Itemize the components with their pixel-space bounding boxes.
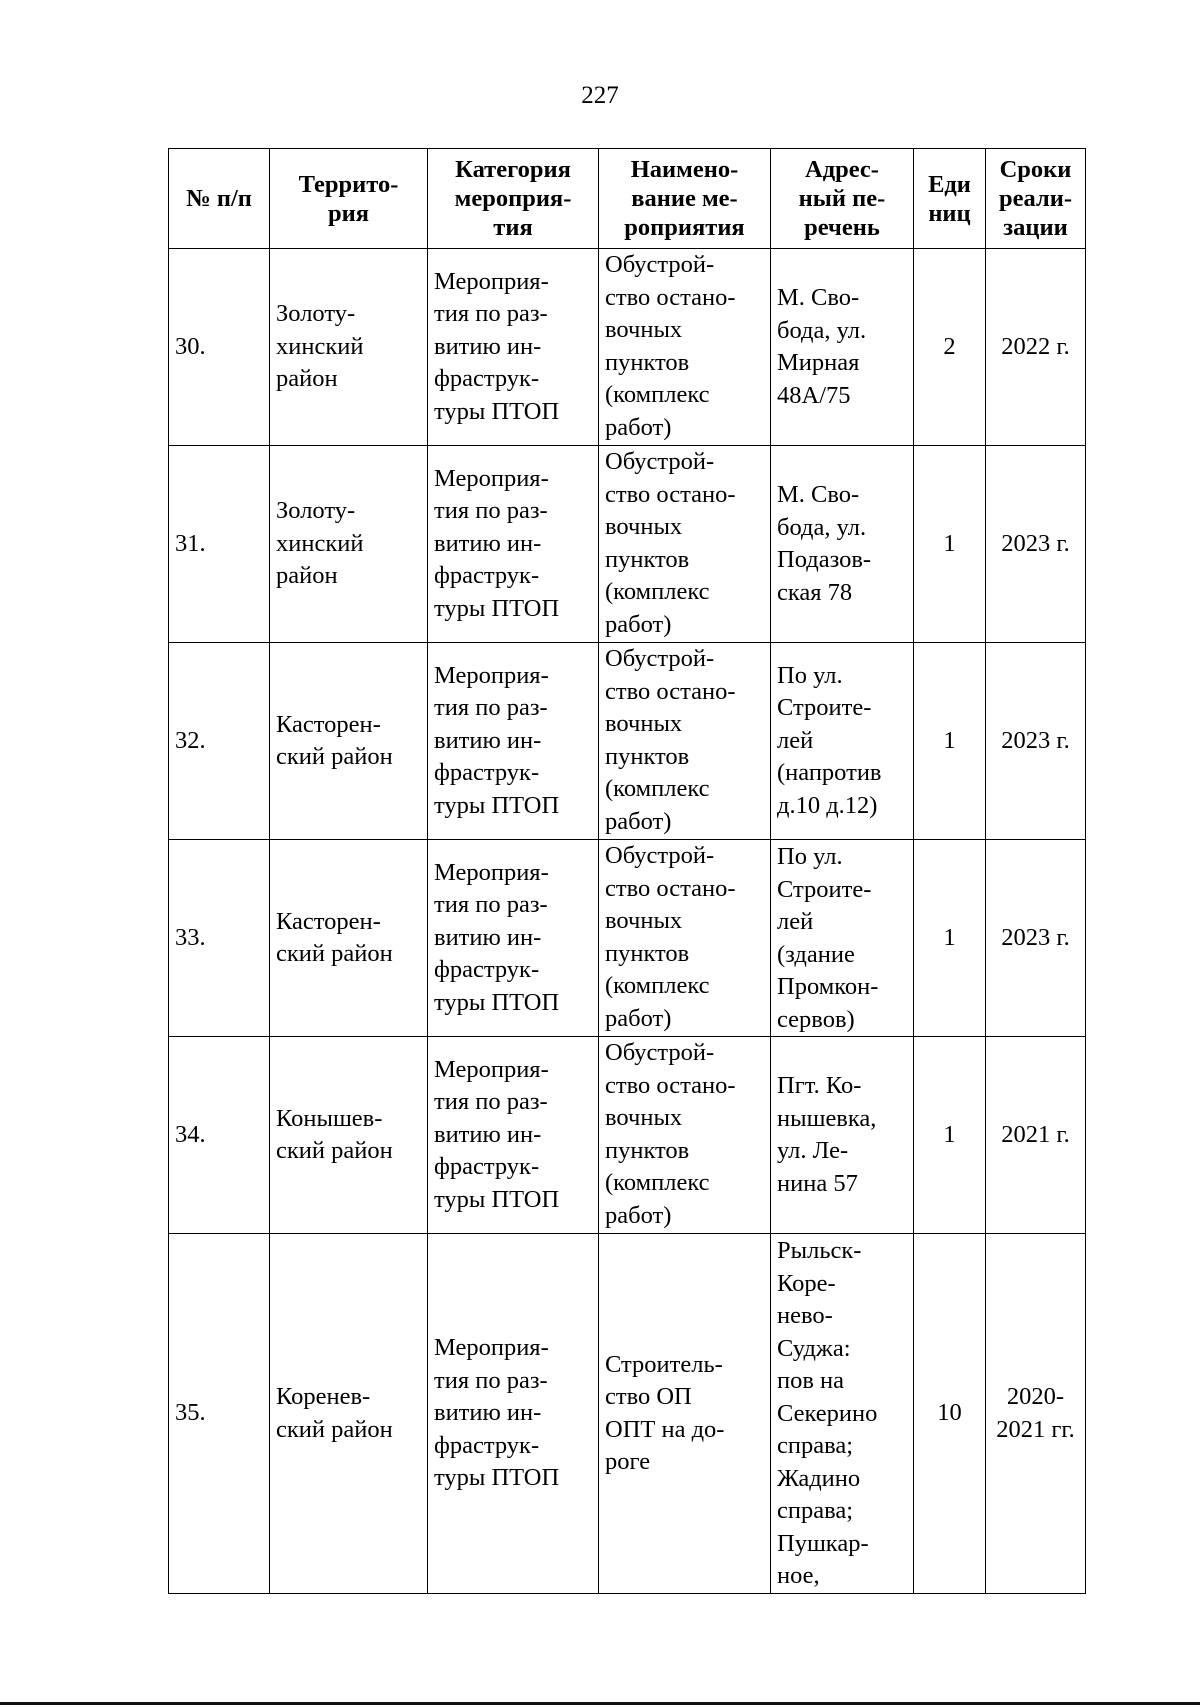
- category-cell-line: туры ПТОП: [434, 594, 560, 622]
- term-cell-line: 2023 г.: [1001, 726, 1070, 754]
- measure-name-cell-line: Обустрой-: [605, 1039, 715, 1066]
- measure-name-cell-line: Обустрой-: [605, 251, 715, 278]
- category-cell-line: туры ПТОП: [434, 1464, 560, 1492]
- address-cell-line: Пушкар-: [777, 1529, 869, 1557]
- measure-name-cell-line: Обустрой-: [605, 645, 715, 672]
- category-cell-line: фраструк-: [434, 956, 540, 984]
- measure-name-cell: [599, 1037, 771, 1234]
- term-cell: [986, 643, 1086, 840]
- address-cell: [771, 1037, 914, 1234]
- term-cell-line: 2021 г.: [1001, 1120, 1070, 1148]
- address-cell-line: Коре-: [777, 1269, 836, 1297]
- category-cell: [428, 840, 599, 1037]
- term-cell: [986, 1234, 1086, 1594]
- units-cell: 1: [914, 643, 986, 840]
- units-cell: 10: [914, 1234, 986, 1594]
- territory-cell-line: ский район: [276, 743, 393, 770]
- category-cell-line: витию ин-: [434, 529, 542, 557]
- address-cell-line: Пгт. Ко-: [777, 1072, 862, 1099]
- address-cell-line: М. Сво-: [777, 481, 860, 508]
- table-header-row: [169, 149, 1086, 249]
- term-cell: [986, 1037, 1086, 1234]
- table-row: [169, 1234, 1086, 1594]
- territory-cell-line: хинский: [276, 332, 364, 360]
- territory-cell-line: хинский: [276, 529, 364, 557]
- address-cell-line: Секерино: [777, 1399, 878, 1427]
- term-cell-line: 2023 г.: [1001, 923, 1070, 951]
- address-cell-line: Строите-: [777, 875, 872, 903]
- address-cell: [771, 1234, 914, 1594]
- measure-name-cell-line: пунктов: [605, 348, 690, 376]
- measure-name-cell-line: Строитель-: [605, 1350, 723, 1378]
- territory-cell-line: Конышев-: [276, 1104, 383, 1132]
- territory-cell-line: Касторен-: [276, 907, 381, 935]
- address-cell-line: ская 78: [777, 578, 853, 606]
- territory-cell: [270, 249, 428, 446]
- territory-cell: [270, 446, 428, 643]
- measure-name-cell-line: (комплекс: [605, 578, 710, 605]
- category-cell-line: тия по раз-: [434, 1366, 548, 1394]
- measure-name-cell-line: (комплекс: [605, 775, 710, 802]
- measure-name-cell-line: (комплекс: [605, 1169, 710, 1196]
- term-cell-line: 2023 г.: [1001, 529, 1070, 557]
- table-row: [169, 643, 1086, 840]
- territory-cell: [270, 643, 428, 840]
- header-units: Еди ниц: [914, 149, 986, 249]
- territory-cell-line: Коренев-: [276, 1383, 371, 1410]
- measure-name-cell-line: работ): [605, 610, 672, 638]
- address-cell-line: (здание: [777, 940, 855, 968]
- address-cell-line: Суджа:: [777, 1334, 851, 1362]
- measure-name-cell-line: вочных: [605, 710, 683, 737]
- address-cell-line: ул. Ле-: [777, 1137, 849, 1164]
- measure-name-cell-line: ство остано-: [605, 677, 736, 705]
- units-cell: 1: [914, 1037, 986, 1234]
- row-number: 30.: [169, 249, 270, 446]
- address-cell-line: бода, ул.: [777, 513, 867, 541]
- territory-cell: [270, 840, 428, 1037]
- row-number: 35.: [169, 1234, 270, 1594]
- measure-name-cell-line: (комплекс: [605, 381, 710, 408]
- measure-name-cell-line: вочных: [605, 513, 683, 540]
- measure-name-cell-line: Обустрой-: [605, 448, 715, 475]
- measure-name-cell: [599, 643, 771, 840]
- address-cell-line: нина 57: [777, 1169, 858, 1197]
- measure-name-cell: [599, 446, 771, 643]
- category-cell-line: тия по раз-: [434, 1088, 548, 1116]
- measure-name-cell-line: роге: [605, 1448, 651, 1475]
- address-cell-line: Строите-: [777, 694, 872, 722]
- header-term: Сроки реали- зации: [986, 149, 1086, 249]
- units-cell: 1: [914, 840, 986, 1037]
- category-cell: [428, 446, 599, 643]
- measure-name-cell-line: пунктов: [605, 742, 690, 770]
- category-cell-line: Мероприя-: [434, 858, 549, 886]
- measure-name-cell-line: пунктов: [605, 939, 690, 967]
- address-cell-line: Рыльск-: [777, 1237, 862, 1264]
- measure-name-cell: [599, 1234, 771, 1594]
- header-category: Категория мероприя- тия: [428, 149, 599, 249]
- measure-name-cell-line: ство остано-: [605, 1071, 736, 1099]
- address-cell-line: 48А/75: [777, 381, 851, 409]
- measure-name-cell-line: пунктов: [605, 1136, 690, 1164]
- measure-name-cell: [599, 249, 771, 446]
- address-cell-line: ное,: [777, 1562, 820, 1589]
- category-cell-line: тия по раз-: [434, 497, 548, 525]
- address-cell: [771, 840, 914, 1037]
- territory-cell-line: ский район: [276, 1415, 393, 1443]
- category-cell-line: Мероприя-: [434, 464, 549, 492]
- territory-cell-line: ский район: [276, 1137, 393, 1164]
- territory-cell-line: район: [276, 562, 338, 590]
- table-row: [169, 249, 1086, 446]
- category-cell-line: тия по раз-: [434, 891, 548, 919]
- page-number: 227: [581, 82, 619, 109]
- row-number: 31.: [169, 446, 270, 643]
- term-cell: [986, 249, 1086, 446]
- category-cell-line: тия по раз-: [434, 694, 548, 722]
- territory-cell-line: ский район: [276, 940, 393, 967]
- category-cell-line: тия по раз-: [434, 300, 548, 328]
- territory-cell-line: Золоту-: [276, 497, 356, 525]
- header-address: Адрес- ный пе- речень: [771, 149, 914, 249]
- measure-name-cell-line: работ): [605, 1201, 672, 1229]
- measure-name-cell: [599, 840, 771, 1037]
- measure-name-cell-line: работ): [605, 413, 672, 441]
- address-cell-line: По ул.: [777, 843, 843, 870]
- address-cell-line: М. Сво-: [777, 284, 860, 311]
- row-number: 33.: [169, 840, 270, 1037]
- measures-table: [168, 148, 1086, 1594]
- table-row: [169, 1037, 1086, 1234]
- address-cell-line: Промкон-: [777, 973, 879, 1000]
- address-cell-line: Жадино: [777, 1464, 861, 1492]
- address-cell-line: (напротив: [777, 759, 882, 787]
- address-cell-line: нево-: [777, 1302, 833, 1329]
- address-cell: [771, 249, 914, 446]
- header-name: Наимено- вание ме- роприятия: [599, 149, 771, 249]
- table-row: [169, 446, 1086, 643]
- category-cell-line: Мероприя-: [434, 661, 549, 689]
- row-number: 34.: [169, 1037, 270, 1234]
- territory-cell-line: район: [276, 365, 338, 393]
- territory-cell: [270, 1037, 428, 1234]
- address-cell: [771, 446, 914, 643]
- category-cell-line: витию ин-: [434, 1120, 542, 1148]
- category-cell-line: Мероприя-: [434, 1334, 549, 1362]
- category-cell: [428, 643, 599, 840]
- address-cell-line: Мирная: [777, 349, 860, 376]
- territory-cell-line: Касторен-: [276, 710, 381, 738]
- category-cell-line: туры ПТОП: [434, 988, 560, 1016]
- term-cell-line: 2020-: [1006, 1383, 1065, 1410]
- address-cell-line: нышевка,: [777, 1104, 877, 1132]
- units-cell: 2: [914, 249, 986, 446]
- measure-name-cell-line: вочных: [605, 1104, 683, 1131]
- address-cell-line: Подазов-: [777, 546, 872, 573]
- address-cell-line: справа;: [777, 1497, 854, 1524]
- term-cell-line: 2021 гг.: [996, 1415, 1075, 1443]
- address-cell-line: лей: [777, 908, 814, 935]
- units-cell: 1: [914, 446, 986, 643]
- category-cell-line: витию ин-: [434, 332, 542, 360]
- address-cell-line: сервов): [777, 1005, 855, 1033]
- category-cell-line: витию ин-: [434, 726, 542, 754]
- measure-name-cell-line: работ): [605, 807, 672, 835]
- header-number: № п/п: [169, 149, 270, 249]
- term-cell: [986, 446, 1086, 643]
- category-cell-line: фраструк-: [434, 365, 540, 393]
- address-cell-line: лей: [777, 726, 814, 754]
- address-cell: [771, 643, 914, 840]
- address-cell-line: бода, ул.: [777, 316, 867, 344]
- address-cell-line: д.10 д.12): [777, 791, 878, 819]
- category-cell: [428, 1037, 599, 1234]
- category-cell-line: туры ПТОП: [434, 397, 560, 425]
- category-cell: [428, 1234, 599, 1594]
- category-cell-line: Мероприя-: [434, 267, 549, 295]
- category-cell-line: туры ПТОП: [434, 1185, 560, 1213]
- measure-name-cell-line: ство ОП: [605, 1383, 692, 1410]
- term-cell-line: 2022 г.: [1001, 332, 1070, 360]
- measure-name-cell-line: ство остано-: [605, 874, 736, 902]
- category-cell-line: витию ин-: [434, 1399, 542, 1427]
- term-cell: [986, 840, 1086, 1037]
- measure-name-cell-line: (комплекс: [605, 972, 710, 999]
- territory-cell-line: Золоту-: [276, 300, 356, 328]
- category-cell: [428, 249, 599, 446]
- category-cell-line: Мероприя-: [434, 1055, 549, 1083]
- category-cell-line: фраструк-: [434, 1431, 540, 1459]
- measure-name-cell-line: работ): [605, 1004, 672, 1032]
- bottom-rule: [0, 1702, 1200, 1705]
- address-cell-line: справа;: [777, 1432, 854, 1459]
- measure-name-cell-line: ство остано-: [605, 480, 736, 508]
- address-cell-line: пов на: [777, 1367, 845, 1394]
- category-cell-line: фраструк-: [434, 759, 540, 787]
- measure-name-cell-line: пунктов: [605, 545, 690, 573]
- header-territory: Террито- рия: [270, 149, 428, 249]
- measure-name-cell-line: ство остано-: [605, 283, 736, 311]
- table-row: [169, 840, 1086, 1037]
- category-cell-line: фраструк-: [434, 562, 540, 590]
- category-cell-line: фраструк-: [434, 1153, 540, 1181]
- measure-name-cell-line: ОПТ на до-: [605, 1415, 725, 1443]
- category-cell-line: витию ин-: [434, 923, 542, 951]
- measure-name-cell-line: вочных: [605, 316, 683, 343]
- address-cell-line: По ул.: [777, 661, 843, 689]
- measure-name-cell-line: вочных: [605, 907, 683, 934]
- category-cell-line: туры ПТОП: [434, 791, 560, 819]
- measure-name-cell-line: Обустрой-: [605, 842, 715, 869]
- row-number: 32.: [169, 643, 270, 840]
- territory-cell: [270, 1234, 428, 1594]
